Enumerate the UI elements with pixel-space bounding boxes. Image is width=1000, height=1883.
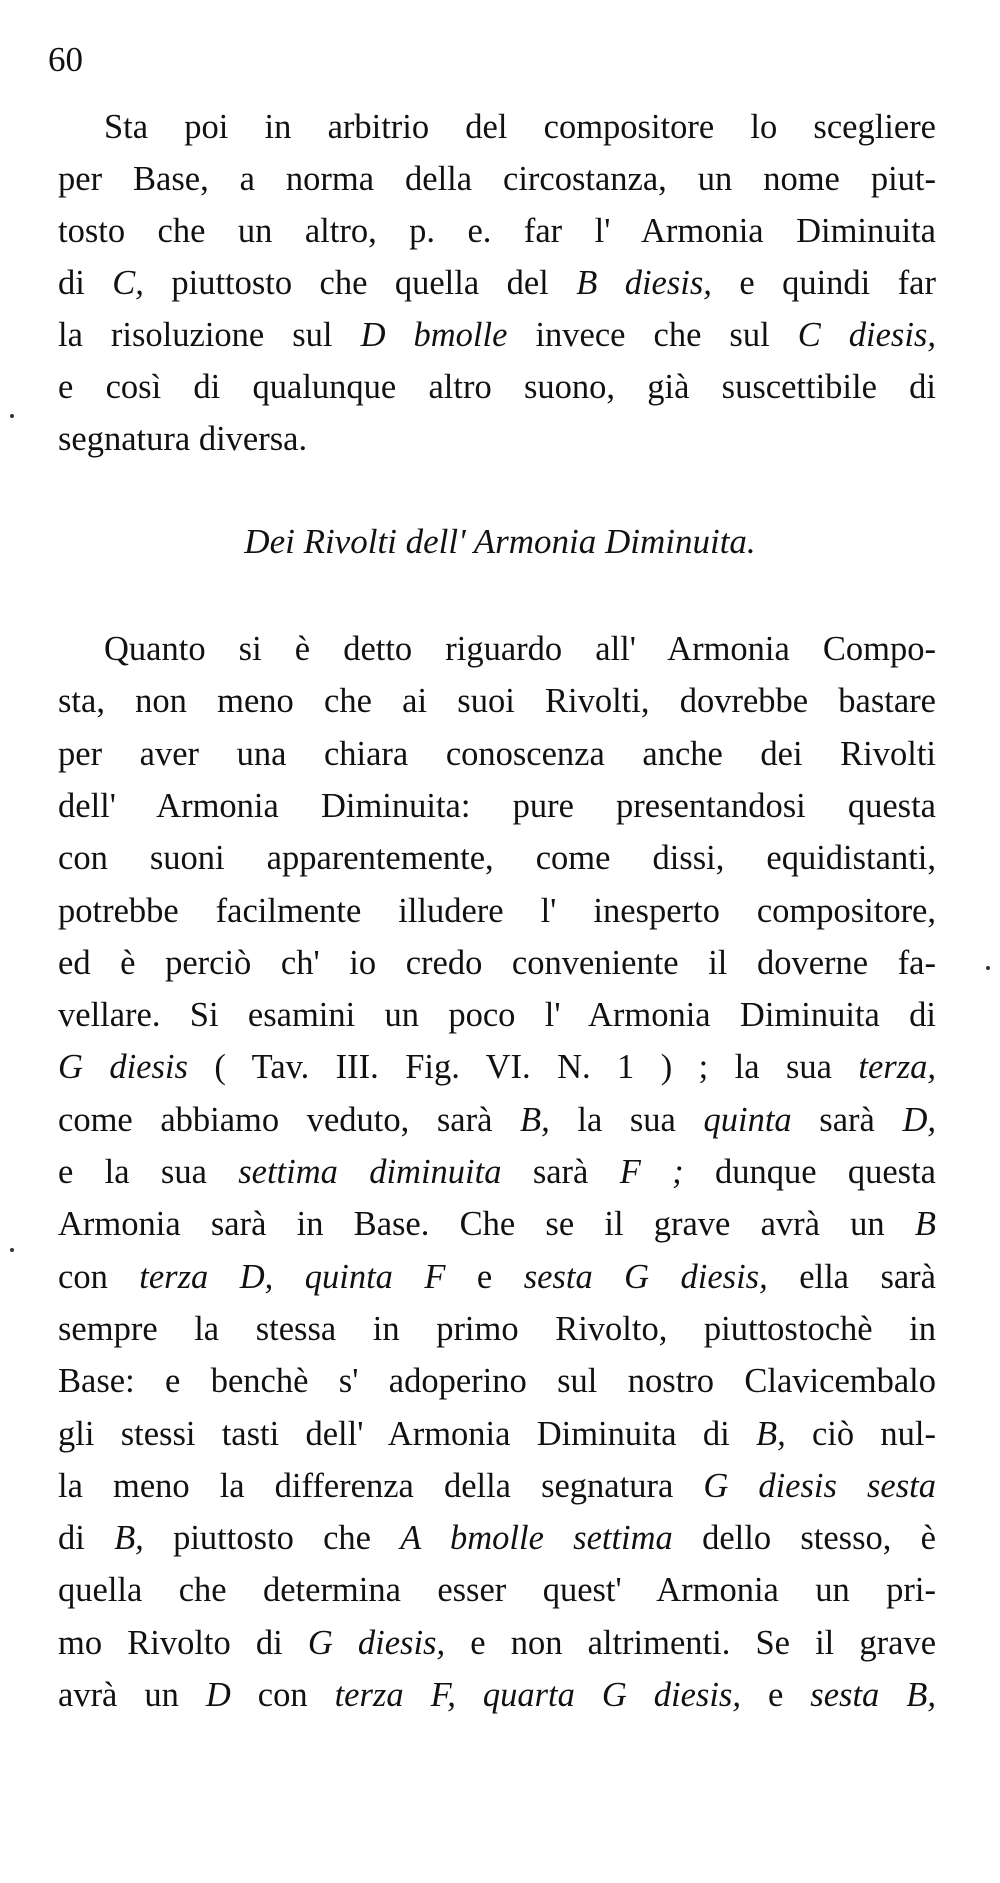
text-run: avrà un <box>58 1676 206 1714</box>
text-line <box>58 1414 936 1453</box>
text-line <box>58 266 936 301</box>
text-run: e la sua <box>58 1153 239 1191</box>
text-run: ella sarà <box>767 1257 936 1296</box>
print-speck <box>10 1248 14 1252</box>
text-run: Sta poi in arbitrio del compositore lo scegliere <box>104 108 936 146</box>
text-run: dunque questa <box>683 1153 936 1191</box>
italic-text: B, <box>520 1100 550 1139</box>
text-run: e quindi far <box>711 264 936 302</box>
text-run: e non altrimenti. Se il grave <box>445 1623 937 1662</box>
italic-text: sesta B, <box>810 1676 936 1714</box>
italic-text: B, <box>756 1414 786 1453</box>
text-line <box>58 318 936 353</box>
text-line <box>58 110 936 145</box>
text-run: per Base, a norma della circostanza, un nome piut- <box>58 160 936 198</box>
text-line <box>58 891 936 930</box>
italic-text: B, <box>114 1519 144 1558</box>
text-run: sta, non meno che ai suoi Rivolti, dovrebbe bastare <box>58 682 936 721</box>
text-run: invece che sul <box>507 316 798 354</box>
text-line <box>58 1050 936 1085</box>
italic-text: terza F, quarta G diesis, <box>334 1676 741 1714</box>
text-line <box>58 162 936 197</box>
text-run: Base: e benchè s' adoperino sul nostro Clavicembalo <box>58 1362 936 1401</box>
text-line <box>58 422 936 457</box>
italic-text: B <box>914 1205 936 1244</box>
text-line <box>58 684 936 719</box>
print-speck <box>986 966 990 970</box>
text-line <box>58 1521 936 1556</box>
text-run: dello stesso, è <box>672 1519 936 1558</box>
text-run: sarà <box>501 1153 620 1191</box>
text-run: la meno la differenza della segnatura <box>58 1466 704 1505</box>
italic-text: terza D, quinta F <box>139 1257 446 1296</box>
italic-text: C, <box>112 264 144 302</box>
text-run: per aver una chiara conoscenza anche dei Rivolti <box>58 734 936 773</box>
text-run: con suoni apparentemente, come dissi, equidistanti, <box>58 839 936 878</box>
text-run: ( Tav. III. Fig. VI. N. 1 ) ; la sua <box>187 1048 859 1087</box>
text-run: tosto che un altro, p. e. far l' Armonia Diminuita <box>58 212 936 250</box>
text-run: di <box>58 264 113 302</box>
italic-text: settima diminuita <box>238 1153 502 1191</box>
text-run: quella che determina esser quest' Armonia un pri- <box>58 1571 936 1610</box>
text-line <box>58 214 936 249</box>
text-run: Armonia sarà in Base. Che se il grave avrà un <box>58 1205 915 1244</box>
text-line <box>58 841 936 876</box>
text-run: con <box>230 1676 335 1714</box>
italic-text: B diesis, <box>576 264 712 302</box>
text-run: sempre la stessa in primo Rivolto, piuttostochè in <box>58 1309 936 1348</box>
text-line <box>58 1364 936 1399</box>
text-line <box>58 1309 936 1348</box>
italic-text: terza, <box>858 1048 937 1087</box>
text-run: gli stessi tasti dell' Armonia Diminuita di <box>58 1414 757 1453</box>
text-run: piuttosto che <box>143 1519 401 1558</box>
italic-text: G diesis, <box>307 1623 446 1662</box>
text-run: dell' Armonia Diminuita: pure presentandosi questa <box>58 786 936 825</box>
italic-text: A bmolle settima <box>400 1519 673 1558</box>
text-line <box>58 370 936 405</box>
text-run: e <box>445 1257 524 1296</box>
text-line <box>58 1207 936 1242</box>
text-line <box>58 786 936 825</box>
text-line <box>58 1623 937 1662</box>
text-run: mo Rivolto di <box>58 1623 308 1662</box>
print-speck <box>10 414 14 418</box>
text-line <box>58 1573 936 1608</box>
text-run: la sua <box>549 1100 704 1139</box>
italic-text: D bmolle <box>360 316 508 354</box>
text-run: e <box>740 1676 811 1714</box>
italic-text: sesta G diesis, <box>523 1257 768 1296</box>
text-line <box>58 1466 937 1505</box>
text-line <box>58 1257 936 1296</box>
text-run: segnatura diversa. <box>58 420 308 458</box>
italic-text: D <box>205 1676 231 1714</box>
text-run: di <box>58 1519 115 1558</box>
italic-text: G diesis sesta <box>703 1466 937 1505</box>
italic-text: C diesis, <box>797 316 936 354</box>
text-run: vellare. Si esamini un poco l' Armonia Diminuita di <box>58 996 936 1035</box>
text-line <box>58 632 936 667</box>
text-line <box>58 1678 936 1713</box>
page-number: 60 <box>48 40 83 79</box>
text-run: ed è perciò ch' io credo conveniente il doverne fa- <box>58 943 936 982</box>
text-run: come abbiamo veduto, sarà <box>58 1100 521 1139</box>
text-run: la risoluzione sul <box>58 316 361 354</box>
italic-text: D, <box>902 1100 936 1139</box>
text-line <box>58 1155 936 1190</box>
text-line <box>58 1100 936 1139</box>
text-run: con <box>58 1257 140 1296</box>
text-run: ciò nul- <box>785 1414 936 1453</box>
italic-text: F ; <box>619 1153 684 1191</box>
text-line <box>58 734 936 773</box>
italic-text: G diesis <box>58 1048 188 1087</box>
text-run: potrebbe facilmente illudere l' inesperto compositore, <box>58 891 936 930</box>
section-heading: Dei Rivolti dell' Armonia Diminuita. <box>244 522 756 561</box>
text-line <box>58 998 936 1033</box>
text-run: e così di qualunque altro suono, già suscettibile di <box>58 368 936 406</box>
text-line <box>58 943 936 982</box>
text-run: sarà <box>791 1100 903 1139</box>
text-run: Quanto si è detto riguardo all' Armonia Compo- <box>104 630 936 668</box>
text-run: piuttosto che quella del <box>143 264 577 302</box>
italic-text: quinta <box>703 1100 792 1139</box>
